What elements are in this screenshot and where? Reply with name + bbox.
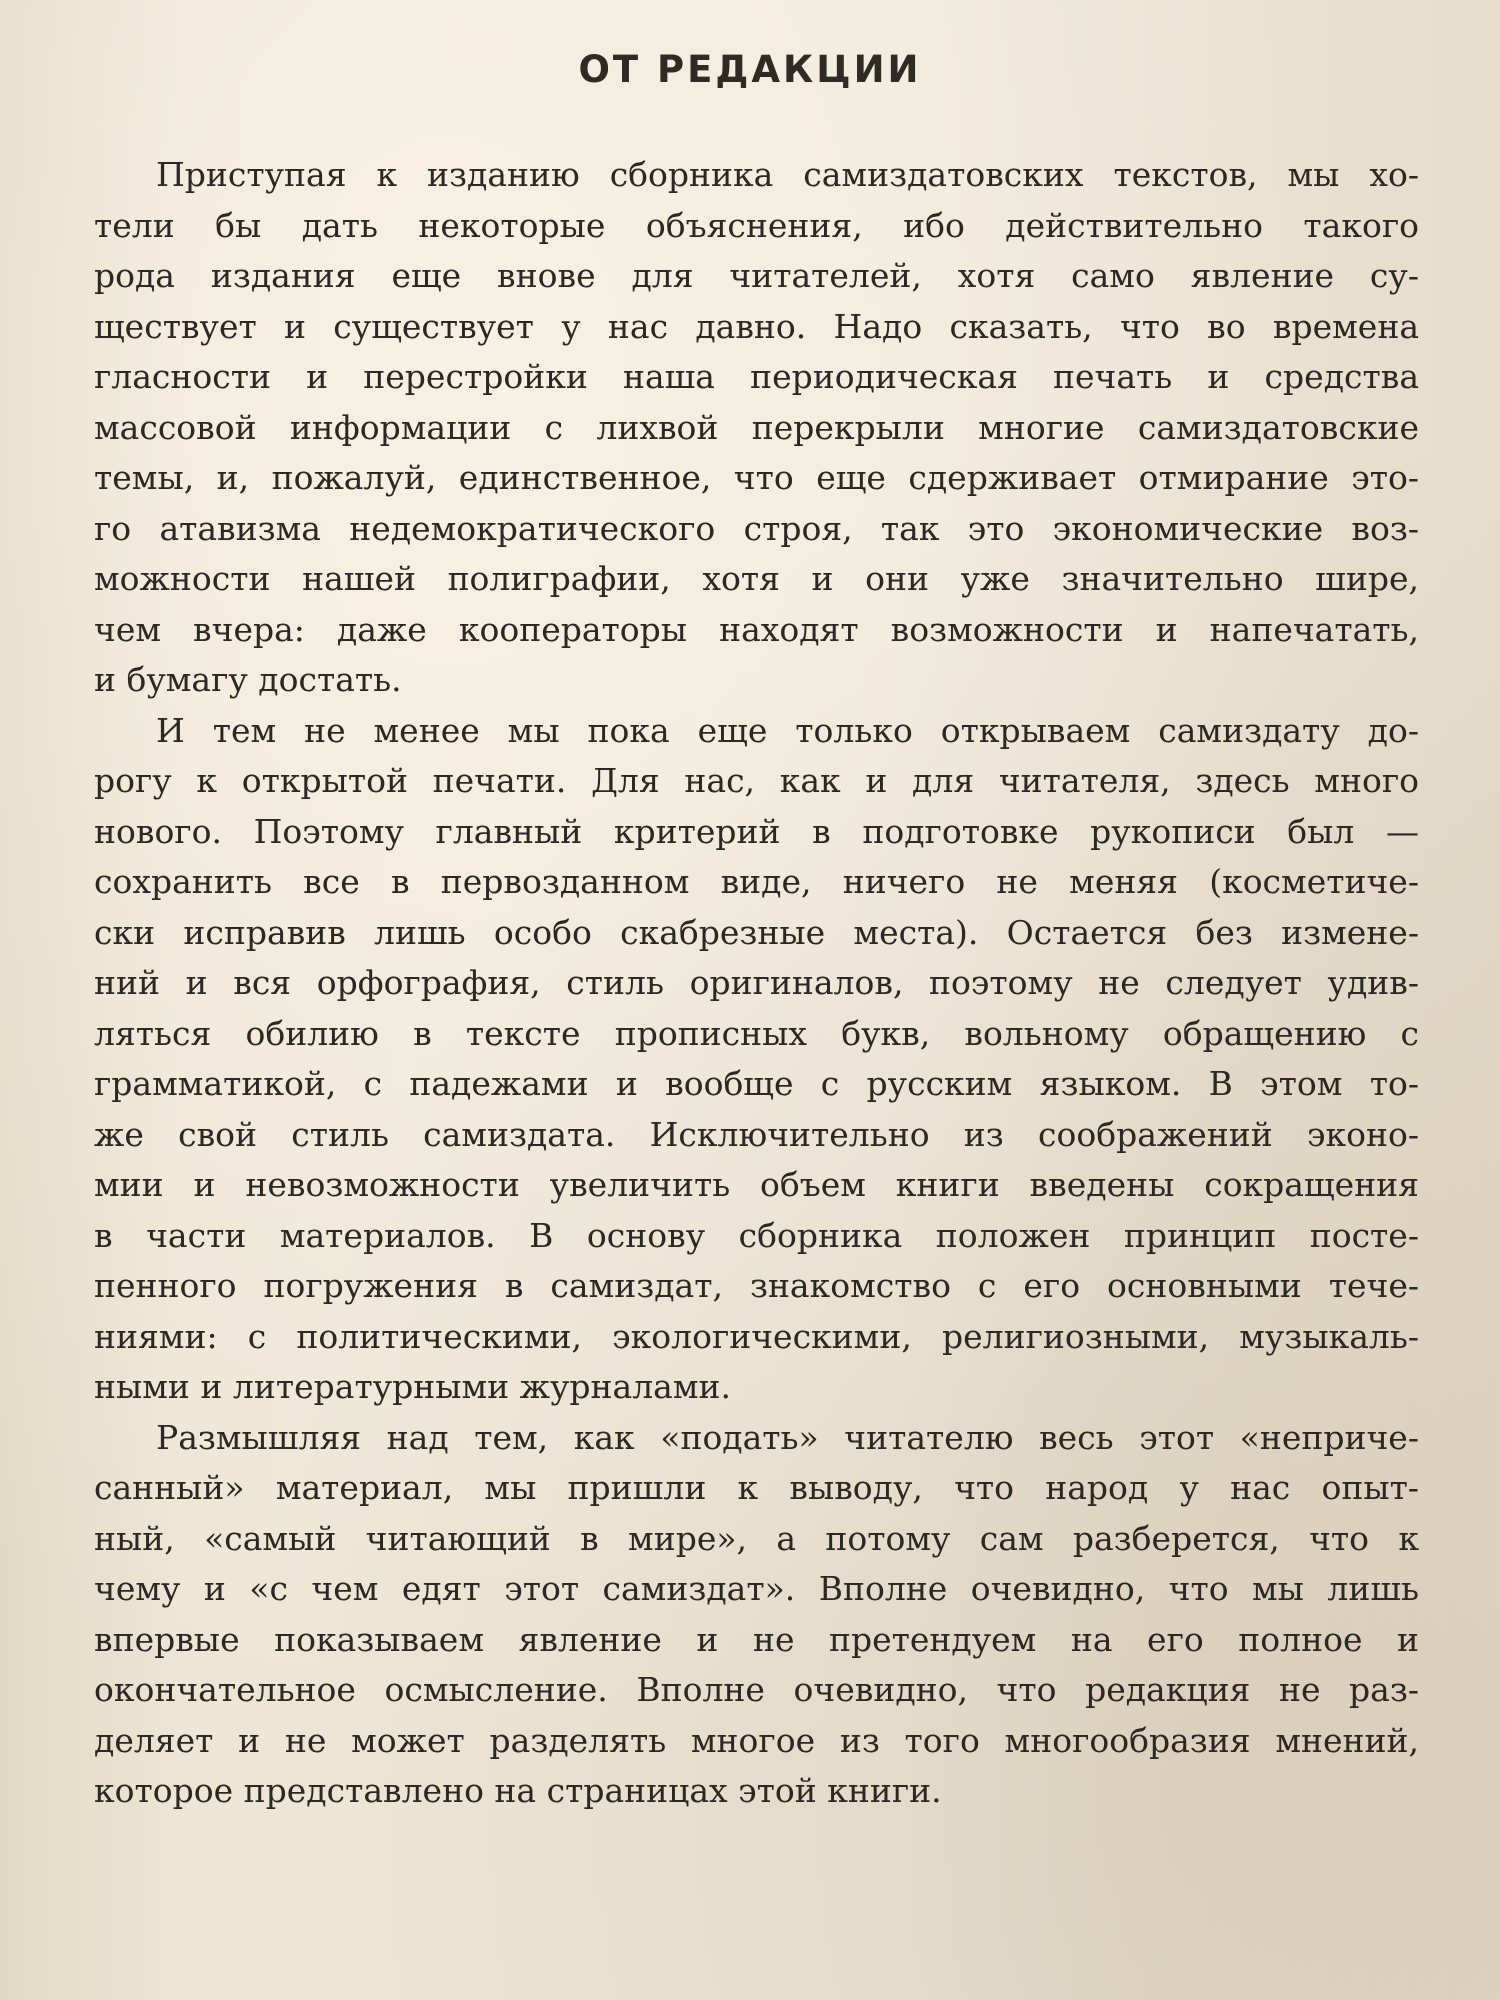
text-line: впервые показываем явление и не претендуем на его полное и (94, 1619, 1419, 1659)
text-line: ний и вся орфография, стиль оригиналов, поэтому не следует удив- (94, 963, 1419, 1002)
text-line: гласности и перестройки наша периодическая печать и средства (94, 357, 1419, 396)
text-line: пенного погружения в самиздат, знакомство с его основными тече- (94, 1266, 1419, 1305)
text-line: сохранить все в первозданном виде, ничего не меняя (косметиче- (94, 862, 1419, 901)
text-line: темы, и, пожалуй, единственное, что еще сдерживает отмирание это- (94, 458, 1419, 497)
text-line: тели бы дать некоторые объяснения, ибо действительно такого (94, 205, 1419, 245)
text-line: нового. Поэтому главный критерий в подготовке рукописи был — (94, 811, 1419, 851)
text-line: ными и литературными журналами. (94, 1367, 732, 1406)
text-line: мии и невозможности увеличить объем книги введены сокращения (94, 1165, 1419, 1204)
text-line: И тем не менее мы пока еще только открываем самиздату до- (156, 710, 1419, 750)
text-line: Приступая к изданию сборника самиздатовских текстов, мы хо- (156, 155, 1419, 194)
text-line: чему и «с чем едят этот самиздат». Вполне очевидно, что мы лишь (94, 1569, 1419, 1608)
text-line: ниями: с политическими, экологическими, религиозными, музыкаль- (94, 1316, 1419, 1356)
text-line: Размышляя над тем, как «подать» читателю весь этот «непричe- (156, 1417, 1419, 1457)
paragraph (94, 1413, 1419, 1817)
text-line: ляться обилию в тексте прописных букв, вольному обращению с (94, 1013, 1419, 1053)
text-line: чем вчера: даже кооператоры находят возможности и напечатать, (94, 609, 1419, 649)
paragraph (94, 150, 1419, 706)
text-line: массовой информации с лихвой перекрыли многие самиздатовские (94, 407, 1419, 447)
text-line: которое представлено на страницах этой книги. (94, 1771, 942, 1810)
editorial-text (94, 150, 1419, 1817)
text-line: же свой стиль самиздата. Исключительно из соображений эконо- (94, 1114, 1419, 1154)
text-line: окончательное осмысление. Вполне очевидно, что редакция не раз- (94, 1670, 1419, 1709)
text-line: можности нашей полиграфии, хотя и они уже значительно шире, (94, 559, 1419, 598)
paragraph (94, 706, 1419, 1413)
text-line: грамматикой, с падежами и вообще с русским языком. В этом то- (94, 1064, 1419, 1103)
text-line: рогу к открытой печати. Для нас, как и для читателя, здесь много (94, 761, 1419, 800)
text-line: санный» материал, мы пришли к выводу, что народ у нас опыт- (94, 1468, 1419, 1507)
page-title: ОТ РЕДАКЦИИ (578, 48, 922, 91)
text-line: ный, «самый читающий в мире», а потому сам разберется, что к (94, 1518, 1419, 1558)
text-line: в части материалов. В основу сборника положен принцип посте- (94, 1215, 1419, 1255)
text-line: ществует и существует у нас давно. Надо сказать, что во времена (94, 306, 1419, 346)
text-line: и бумагу достать. (94, 660, 402, 699)
text-line: рода издания еще внове для читателей, хотя само явление су- (94, 256, 1419, 295)
text-line: деляет и не может разделять многое из того многообразия мнений, (94, 1720, 1419, 1760)
text-line: ски исправив лишь особо скабрезные места). Остается без измене- (94, 912, 1419, 952)
text-line: го атавизма недемократического строя, так это экономические воз- (94, 508, 1419, 548)
